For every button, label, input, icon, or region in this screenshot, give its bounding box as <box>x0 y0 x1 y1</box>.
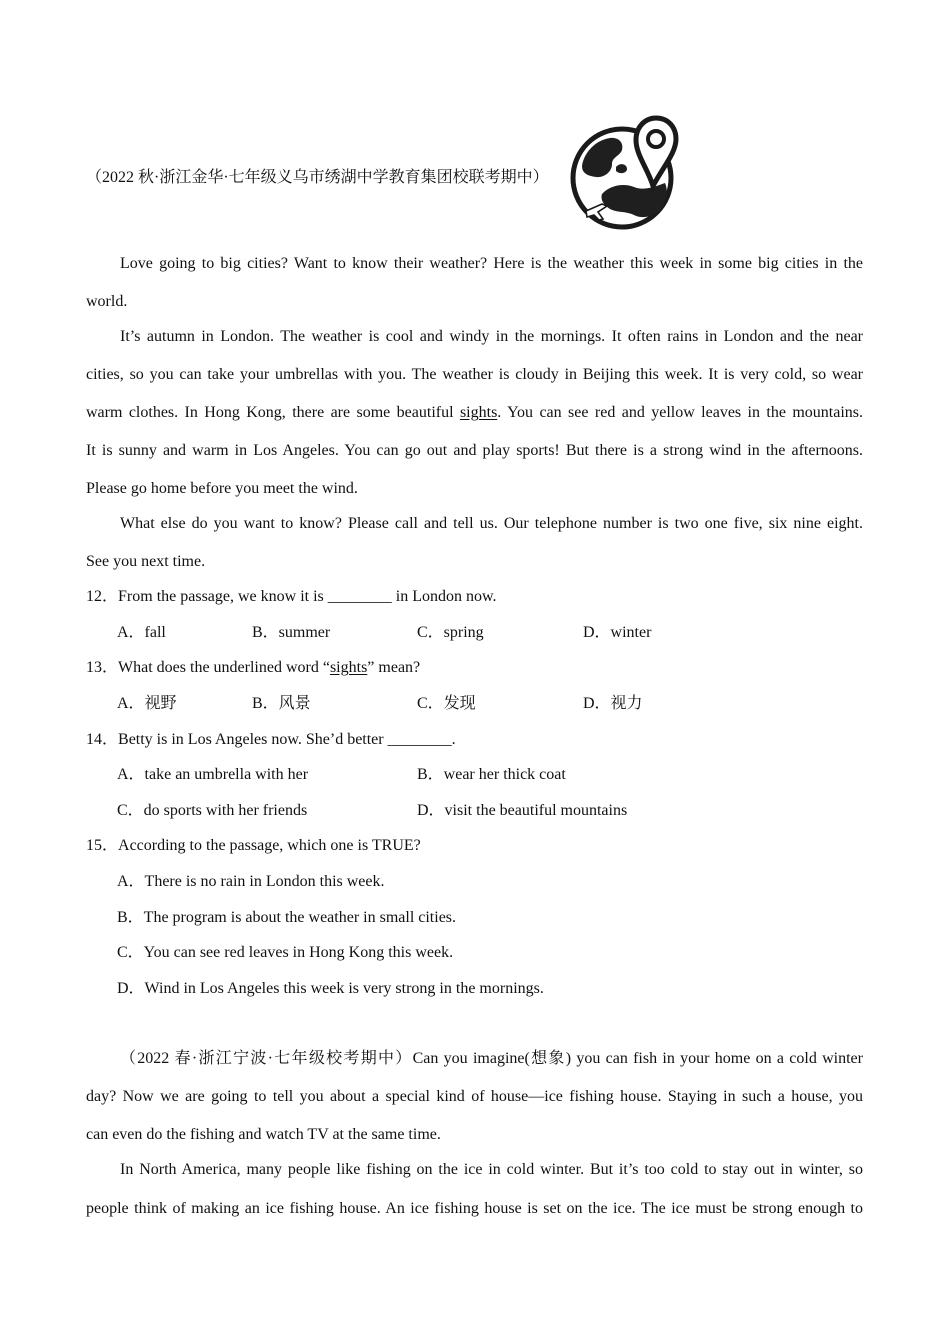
option-d: D．visit the beautiful mountains <box>417 802 628 819</box>
paragraph-line <box>86 403 863 423</box>
underlined-word: sights <box>459 404 498 421</box>
text-segment: Can you imagine(想象) you can fish in your home on a cold winter <box>412 1050 863 1067</box>
option-b: B．The program is about the weather in small cities. <box>117 909 457 926</box>
paragraph-line: Love going to big cities? Want to know their weather? Here is the weather this week in some big cities in the <box>120 255 863 272</box>
paragraph-line: world. <box>86 293 128 310</box>
paragraph-line: Please go home before you meet the wind. <box>86 480 358 497</box>
paragraph-line: cities, so you can take your umbrellas with you. The weather is cloudy in Beijing this week. It is very cold, so wear <box>86 366 863 383</box>
question-text: What does the underlined word “ <box>118 659 330 676</box>
question-number: 12． <box>86 588 119 605</box>
option-c: C．You can see red leaves in Hong Kong this week. <box>117 944 454 961</box>
question-stem <box>86 587 497 607</box>
question-number: 14． <box>86 731 119 748</box>
option-d: D．Wind in Los Angeles this week is very strong in the mornings. <box>117 980 544 997</box>
paragraph-line: In North America, many people like fishing on the ice in cold winter. But it’s too cold to stay out in winter, so <box>120 1161 863 1178</box>
underlined-word: sights <box>329 659 368 676</box>
paragraph-line: people think of making an ice fishing house. An ice fishing house is set on the ice. The ice must be strong enough to <box>86 1200 863 1217</box>
option-a: A．视野 <box>117 695 177 712</box>
option-d: D．winter <box>583 624 652 641</box>
paragraph-line: What else do you want to know? Please call and tell us. Our telephone number is two one five, six nine eight. <box>120 515 863 532</box>
text-segment: . You can see red and yellow leaves in the mountains. <box>497 404 864 421</box>
question-number: 15． <box>86 837 119 854</box>
paragraph-line: day? Now we are going to tell you about a special kind of house—ice fishing house. Staying in such a house, you <box>86 1088 863 1105</box>
question-source-label: （2022 春·浙江宁波·七年级校考期中） <box>120 1050 413 1067</box>
option-a: A．fall <box>117 624 166 641</box>
option-c: C．发现 <box>417 695 476 712</box>
question-stem <box>86 836 421 856</box>
question-text: From the passage, we know it is ________ in London now. <box>118 588 497 605</box>
option-c: C．do sports with her friends <box>117 802 308 819</box>
question-number: 13． <box>86 659 119 676</box>
paragraph-line <box>120 1049 863 1069</box>
option-b: B．wear her thick coat <box>417 766 566 783</box>
paragraph-line: It is sunny and warm in Los Angeles. You can go out and play sports! But there is a strong wind in the afternoons. <box>86 442 863 459</box>
paragraph-line: can even do the fishing and watch TV at the same time. <box>86 1126 441 1143</box>
paragraph-line: It’s autumn in London. The weather is cool and windy in the mornings. It often rains in London and the near <box>120 328 863 345</box>
question-stem <box>86 730 456 750</box>
paragraph-line: See you next time. <box>86 553 206 570</box>
question-text: Betty is in Los Angeles now. She’d better ________. <box>118 731 456 748</box>
question-text: ” mean? <box>367 659 421 676</box>
question-source-label: （2022 秋·浙江金华·七年级义乌市绣湖中学教育集团校联考期中） <box>86 169 549 186</box>
question-stem <box>86 658 420 678</box>
option-b: B．风景 <box>252 695 311 712</box>
option-c: C．spring <box>417 624 484 641</box>
option-d: D．视力 <box>583 695 643 712</box>
option-a: A．There is no rain in London this week. <box>117 873 385 890</box>
text-segment: warm clothes. In Hong Kong, there are some beautiful <box>86 404 460 421</box>
globe-location-pin-icon <box>568 112 682 234</box>
question-text: According to the passage, which one is TRUE? <box>118 837 421 854</box>
option-b: B．summer <box>252 624 331 641</box>
option-a: A．take an umbrella with her <box>117 766 309 783</box>
